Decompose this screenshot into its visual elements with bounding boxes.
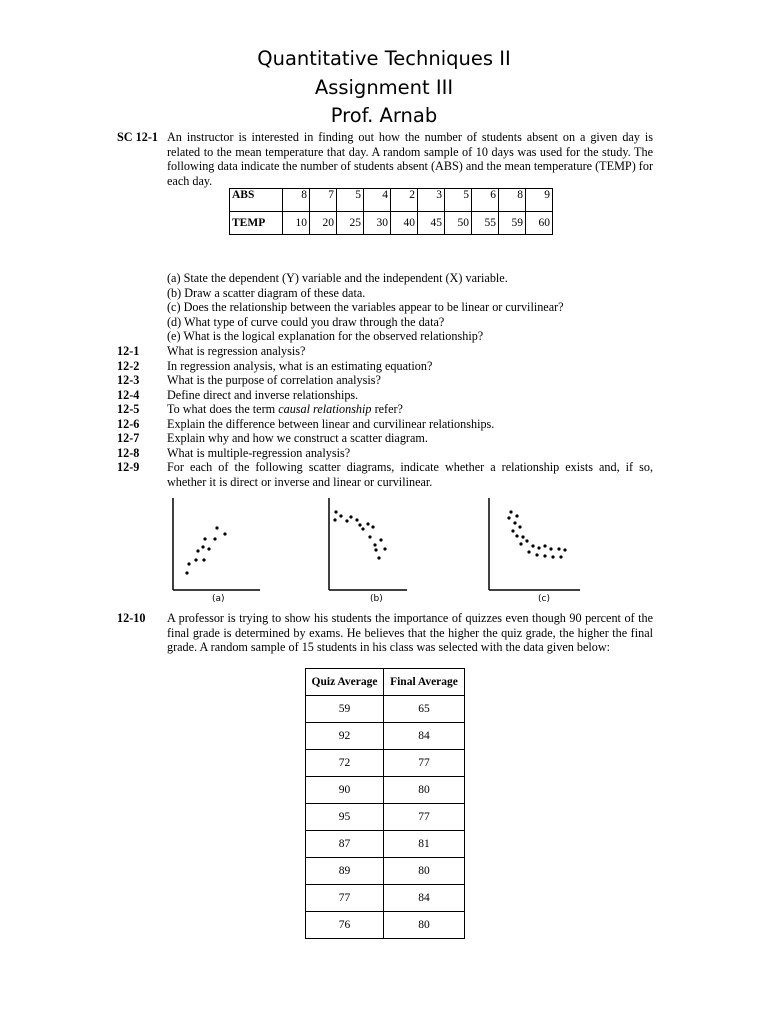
question-text: What is multiple-regression analysis? [167,445,351,460]
subquestion-a: (a) State the dependent (Y) variable and the independent (X) variable. [167,271,508,285]
question-number: 12-5 [117,402,140,416]
question-text: Explain the difference between linear and curvilinear relationships. [167,416,495,431]
table-row [306,912,465,939]
doc-title-assignment: Assignment III [314,76,454,99]
quiz-cell: 95 [306,804,384,831]
plot-caption-c: (c) [538,594,550,604]
abs-cell: 7 [310,189,337,212]
subquestion-b: (b) Draw a scatter diagram of these data. [167,285,366,300]
question-number: 12-1 [117,344,140,358]
question-text-pre: To what does the term [167,402,279,416]
column-header-quiz: Quiz Average [306,669,384,696]
abs-cell: 2 [391,189,418,212]
final-cell: 77 [384,750,465,777]
quiz-cell: 72 [306,750,384,777]
subquestion-e: (e) What is the logical explanation for the observed relationship? [167,329,484,343]
temp-cell: 50 [445,212,472,235]
question-text-post: refer? [371,402,403,416]
question-number: 12-3 [117,373,140,387]
abs-cell: 8 [283,189,310,212]
temp-cell: 45 [418,212,445,235]
scatter-plot-c [489,498,580,590]
column-header-final: Final Average [384,669,465,696]
question-number: 12-4 [117,387,140,402]
abs-cell: 8 [499,189,526,212]
abs-row-label: ABS [230,189,283,212]
temp-cell: 55 [472,212,499,235]
table-row [306,750,465,777]
final-cell: 84 [384,885,465,912]
final-cell: 84 [384,723,465,750]
final-cell: 77 [384,804,465,831]
question-number: 12-2 [117,358,140,373]
subquestion-d: (d) What type of curve could you draw through the data? [167,314,445,329]
quiz-cell: 59 [306,696,384,723]
abs-temp-table [229,188,553,235]
table-row [306,777,465,804]
scatter-plot-a [173,498,260,590]
table-row [306,696,465,723]
scatter-diagrams [165,498,665,600]
table-row [306,858,465,885]
question-text: In regression analysis, what is an estimating equation? [167,358,433,373]
quiz-final-table [305,668,465,939]
subquestion-c: (c) Does the relationship between the variables appear to be linear or curvilinear? [167,300,564,314]
table-header-row [306,669,465,696]
question-number: 12-9 [117,460,140,474]
quiz-cell: 77 [306,885,384,912]
temp-cell: 59 [499,212,526,235]
question-number-12-10: 12-10 [117,611,146,625]
temp-cell: 30 [364,212,391,235]
question-text: Explain why and how we construct a scatter diagram. [167,431,428,445]
quiz-cell: 90 [306,777,384,804]
question-number-sc12-1: SC 12-1 [117,130,158,144]
quiz-cell: 92 [306,723,384,750]
temp-cell: 60 [526,212,553,235]
question-text: What is the purpose of correlation analysis? [167,373,381,387]
abs-cell: 6 [472,189,499,212]
final-cell: 80 [384,777,465,804]
question-text [167,402,403,417]
abs-cell: 9 [526,189,553,212]
final-cell: 81 [384,831,465,858]
temp-cell: 40 [391,212,418,235]
quiz-cell: 89 [306,858,384,885]
abs-cell: 3 [418,189,445,212]
final-cell: 80 [384,858,465,885]
question-number: 12-8 [117,445,140,460]
doc-title-professor: Prof. Arnab [330,104,438,127]
question-text: What is regression analysis? [167,344,306,358]
scatter-plot-b [329,498,407,590]
table-row [306,723,465,750]
quiz-cell: 87 [306,831,384,858]
plot-caption-b: (b) [370,594,383,604]
question-number: 12-7 [117,431,140,445]
plot-caption-a: (a) [212,594,225,604]
quiz-cell: 76 [306,912,384,939]
abs-cell: 5 [445,189,472,212]
temp-row [230,212,553,235]
final-cell: 80 [384,912,465,939]
question-text: Define direct and inverse relationships. [167,387,359,402]
table-row [306,831,465,858]
temp-row-label: TEMP [230,212,283,235]
question-text-emphasis: causal relationship [278,402,372,416]
question-text-sc12-1: An instructor is interested in finding out how the number of students absent on a given day is related to the mean temperature that day. A random sample of 10 days was used for the study. The following data indicate the number of students absent (ABS) and the mean temperature (TEMP) for each day. [167,130,654,188]
table-row [306,804,465,831]
abs-row [230,189,553,212]
table-row [306,885,465,912]
question-number: 12-6 [117,416,140,431]
temp-cell: 20 [310,212,337,235]
temp-cell: 10 [283,212,310,235]
question-text-12-10: A professor is trying to show his students the importance of quizzes even though 90 percent of the final grade is determined by exams. He believes that the higher the quiz grade, the higher the final grade. A random sample of 15 students in his class was selected with the data given below: [167,611,653,654]
final-cell: 65 [384,696,465,723]
abs-cell: 5 [337,189,364,212]
temp-cell: 25 [337,212,364,235]
abs-cell: 4 [364,189,391,212]
doc-title-course: Quantitative Techniques II [257,47,511,70]
question-text: For each of the following scatter diagrams, indicate whether a relationship exists and, if so, whether it is direct or inverse and linear or curvilinear. [167,460,653,489]
